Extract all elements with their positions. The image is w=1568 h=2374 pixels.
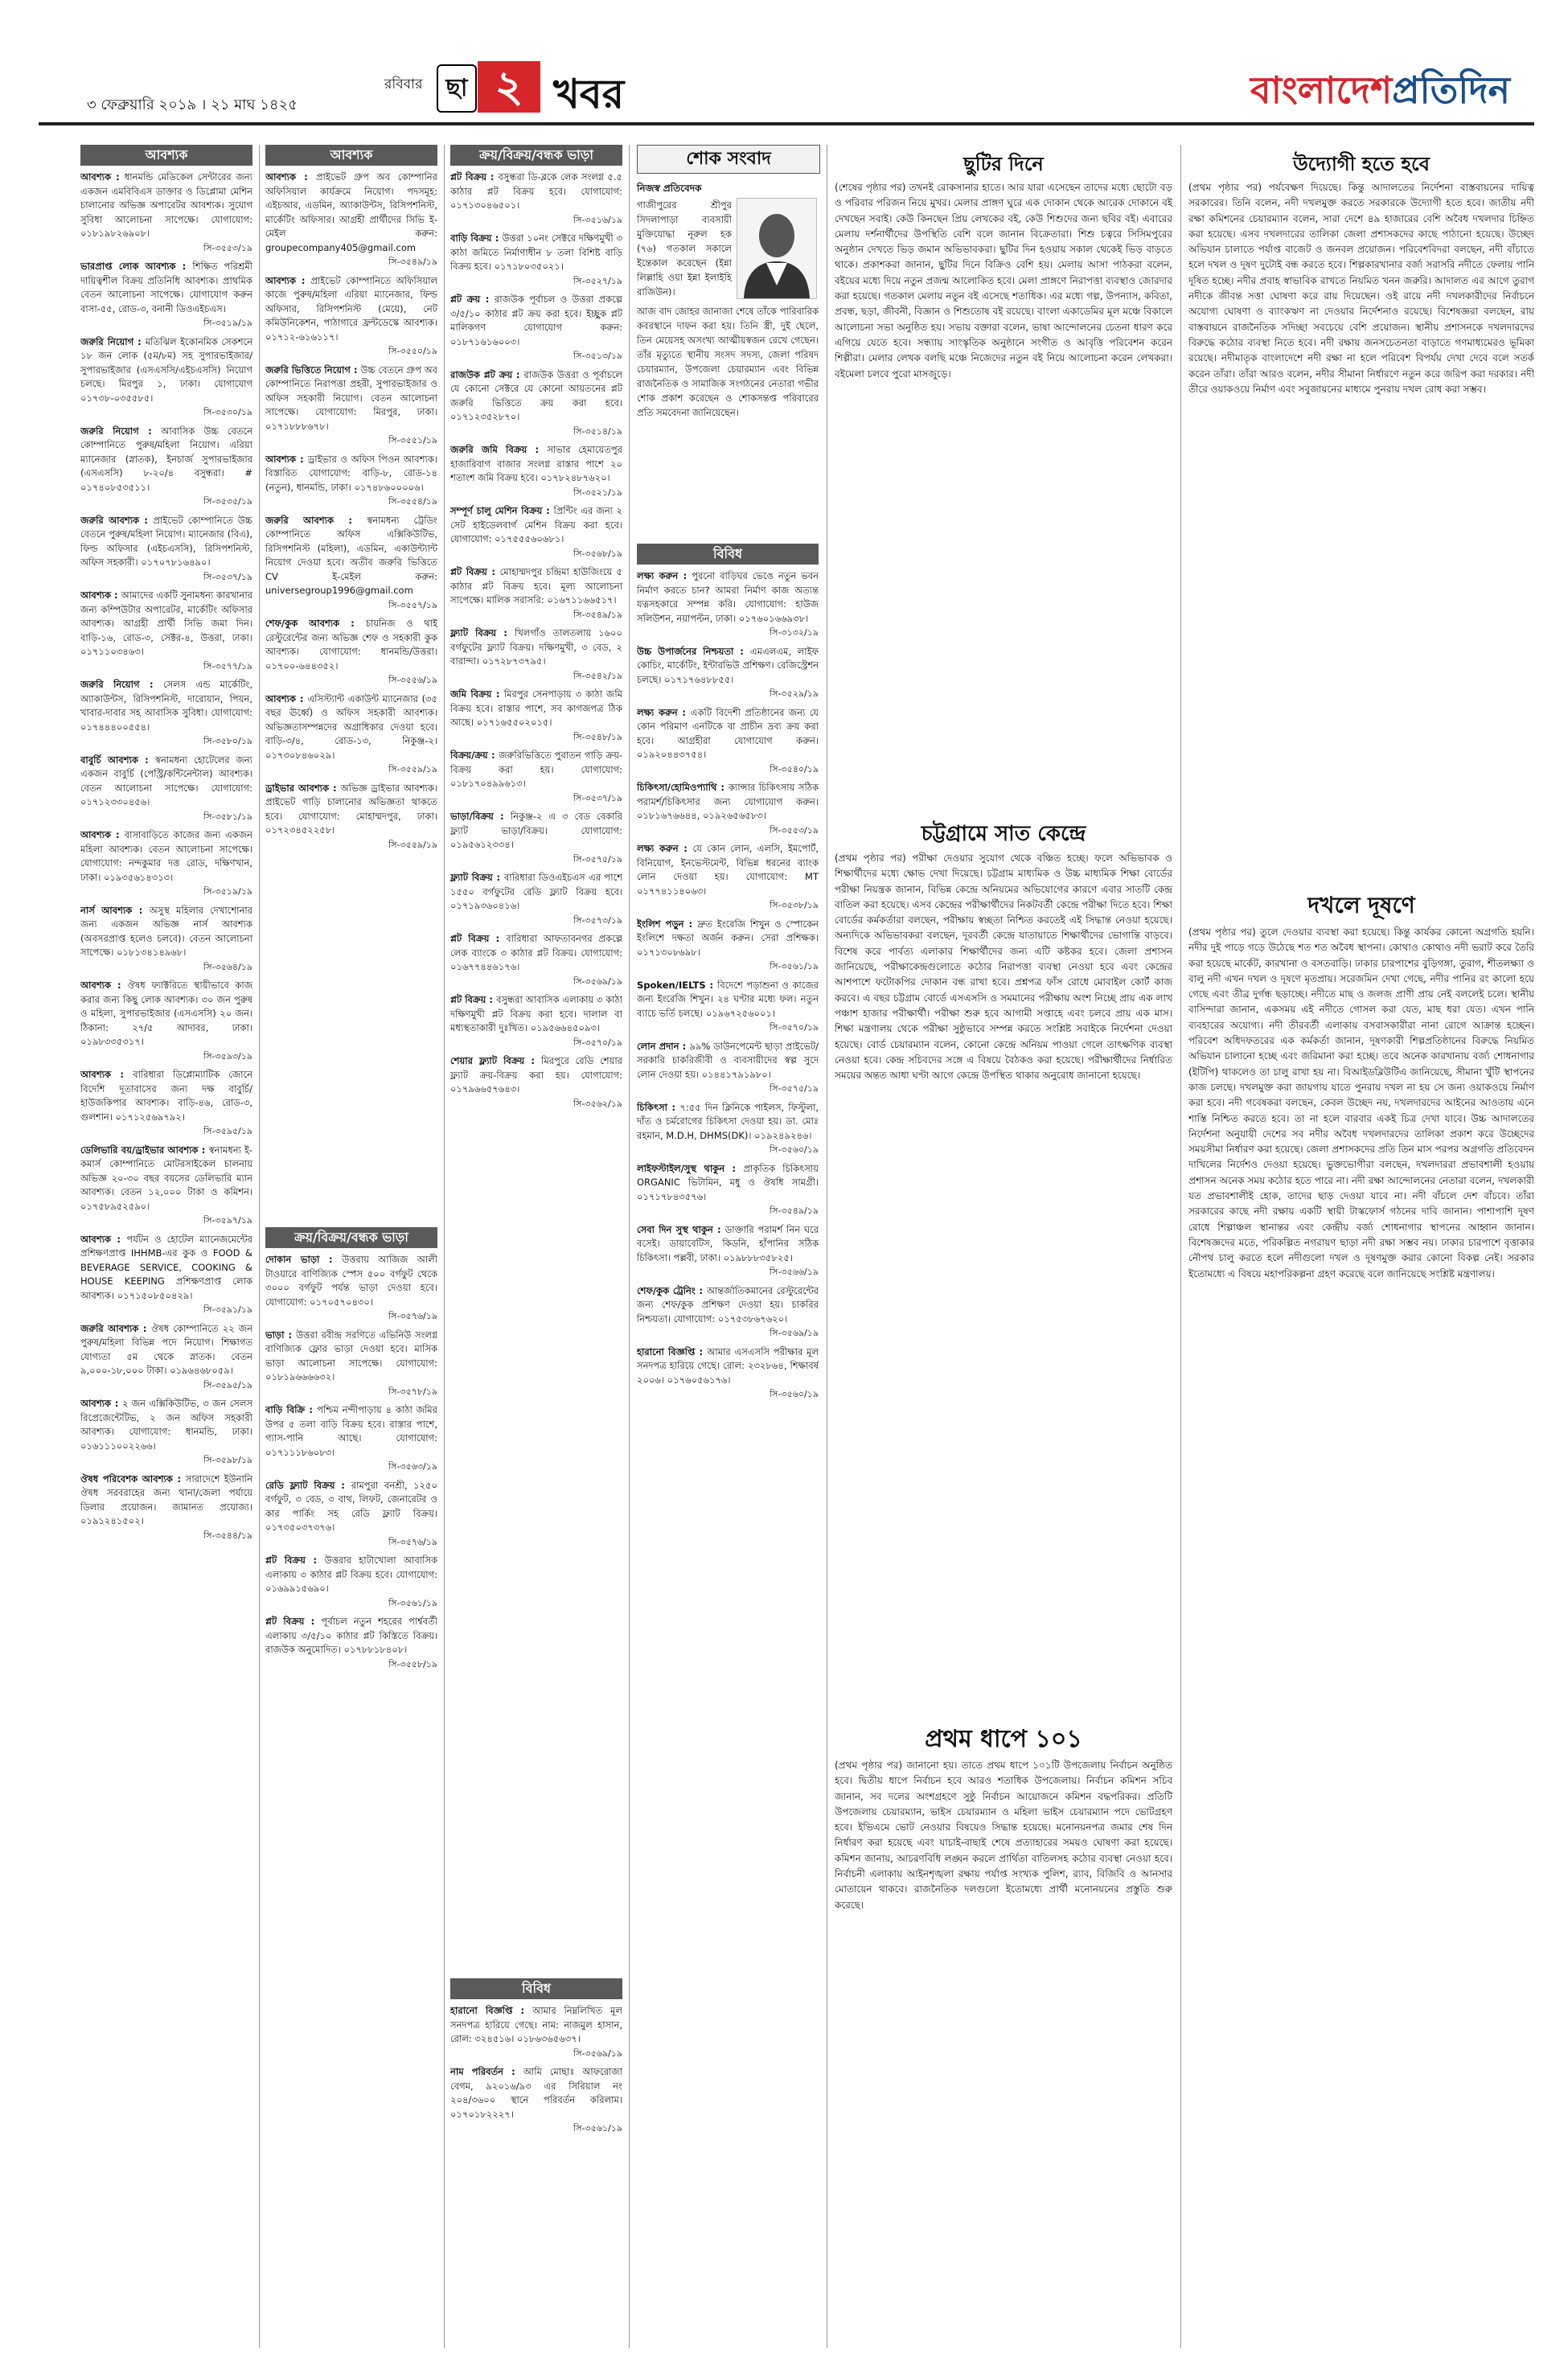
classified-ad [265,363,437,448]
classified-ad [80,170,252,255]
ad-reference: সি-৩৫৬৯/১৯ [573,975,622,987]
classified-ad [80,1233,252,1317]
ad-text: উত্তরা ১০নং সেক্টরে দক্ষিণমুখী ৩ কাঠা জমিতে নির্মাণাধীন ৮ তলা বিশিষ্ট বাড়ি বিক্রয় হবে। ০১৭১৮০৩৫০২১। [450,232,622,272]
classified-ad [265,692,437,777]
ad-text: ঔষধ ফ্যাক্টরিতে স্থায়ীভাবে কাজ করার জন্য কিছু লোক আবশ্যক। ৩০ জন পুরুষ ও মহিলা, সুপারভাইজার (এসএসসি) ২০ জন। ঠিকানা: ২৭/৫ আদাবর, ঢাকা। ০১৯৮৩৩৫৩১৭। [80,980,252,1047]
ad-text: আমার এসএসসি পরীক্ষার মূল সনদপত্র হারিয়ে গেছে। রোল: ২৩২৮৬৪, শিক্ষাবর্ষ ২০০৬। ০১৭৬০৫৬১৭৬। [637,1345,819,1386]
ad-reference: সি-৩৫৭৩/১৯ [573,914,622,926]
classified-ad [80,1322,252,1393]
entrepreneur-body: (প্রথম পৃষ্ঠার পর) পর্যবেক্ষণ দিয়েছে। কিন্তু আদালতের নির্দেশনা বাস্তবায়নের দায়িত্ব সরকারের। তিনি বলেন, নদী দখলমুক্ত করতে সরকারকে উদ্যোগী হতে হবে। জাতীয় নদী রক্ষা কমিশনের চেয়ারম্যান বলেন, সারা দেশে ৪৯ হাজারের বেশি অবৈধ দখলদার চিহ্নিত করা হয়েছে। এসব দখলদারের তালিকা জেলা প্রশাসকদের কাছে পাঠানো হয়েছে। উচ্ছেদ অভিযান চালাতে পর্যাপ্ত বাজেট ও জনবল প্রয়োজন। পরিবেশবিদরা বলছেন, নদী বাঁচাতে হলে দখল ও দূষণ দুটোই বন্ধ করতে হবে। শিল্পকারখানার বর্জ্য সরাসরি নদীতে ফেলায় পানি দূষিত হচ্ছে। নদীর প্রবাহ স্বাভাবিক রাখতে নিয়মিত খনন জরুরি। আদালত এর আগে তুরাগ নদীকে জীবন্ত সত্তা ঘোষণা করে রায় দিয়েছেন। ওই রায়ে নদী দখলকারীদের নির্বাচনে অযোগ্য ঘোষণা ও ব্যাংকঋণ না দেওয়ার নির্দেশনাও রয়েছে। বিশেষজ্ঞরা বলছেন, রায় বাস্তবায়নে রাজনৈতিক সদিচ্ছা সবচেয়ে বেশি প্রয়োজন। স্থানীয় প্রশাসনকে দখলদারদের বিরুদ্ধে কঠোর ব্যবস্থা নিতে হবে। নদী রক্ষায় জনসচেতনতা বাড়াতে গণমাধ্যমেরও ভূমিকা রয়েছে। নদীমাতৃক বাংলাদেশে নদী রক্ষা না হলে পরিবেশ বিপর্যয় দেখা দেবে বলে সতর্ক করেন তাঁরা। তাঁরা আরও বলেন, নদীর সীমানা নির্ধারণে নতুন করে জরিপ করা দরকার। নদী তীরে ওয়াকওয়ে নির্মাণ এবং সবুজায়নের মাধ্যমে পুনরায় দখল রোধ করা সম্ভব। [1188,182,1534,395]
ad-reference: সি-৩৫৪৪/১৯ [203,1530,252,1541]
ad-reference: সি-৩৫৬৯/১৯ [770,1328,819,1338]
ad-heading: আবশ্যক : [265,171,316,183]
classified-ad [450,2065,622,2136]
classified-ad [450,626,622,683]
classified-ad [450,932,622,988]
ad-reference: সি-৩৫৬০/১৯ [770,1144,819,1155]
ad-text: রাজউক উত্তরা ও পূর্বাচলে যে কোনো সেক্টরে যে কোনো আয়তনের প্লট জরুরি ভিত্তিতে ক্রয় করা হবে। ০১৭১২৩৫২৮৭০। [450,368,622,422]
ad-text: পুরনো বাড়িঘর ভেঙে নতুন ভবন নির্মাণ করতে চান? আমরা নির্মাণ কাজ অত্যন্ত যত্নসহকারে সম্পন্ন করি। যোগাযোগ: হাউজ সলিউশন, নয়াপল্টন, ঢাকা। ০১৭৬০১৬৬৯৩৮। [637,570,819,624]
ad-text: উত্তরার হাটাখোলা আবাসিক এলাকায় ৩ কাঠার প্লট বিক্রয় হবে। যোগাযোগ: ০১৬৯৯১৫৬৯০। [265,1555,437,1594]
classified-ad [450,443,622,499]
ad-heading: চিকিৎসা : [637,1101,680,1113]
ad-text: শিক্ষিত পরিশ্রমী দায়িত্বশীল বিক্রয় প্রতিনিধি আবশ্যক। প্রাথমিক বেতন আলোচনা সাপেক্ষে। যোগাযোগ করুন বাসা-৫৫, রোড-৩, বনানী ডিওএইচএস। [80,261,252,314]
ad-reference: সি-৩৫৯৫/১৯ [203,1379,252,1390]
classified-ad [80,514,252,585]
masthead-logo [1250,63,1510,124]
ad-heading: আবশ্যক : [80,829,125,840]
ad-heading: রেডি ফ্ল্যাট বিক্রয় : [265,1479,351,1491]
classified-ad [450,368,622,439]
classified-ad [265,514,437,613]
ad-text: বসুন্ধরা আবাসিক এলাকায় ৩ কাঠা দক্ষিণমুখী প্লট বিক্রয় করা হবে। দালাল বা মধ্যস্থতাকারী দুঃখিত। ০১৯৫৬৬৪৫০৯৩। [450,994,622,1033]
classified-ad [450,810,622,866]
condolence-photo [737,198,817,299]
ad-heading: লাইফস্টাইল/সুস্থ থাকুন : [637,1162,744,1174]
ad-heading: জরুরি আবশ্যক : [80,1322,151,1334]
ad-text: প্রাইভেট গ্রুপ অব কোম্পানির অফিসিয়াল কার্যক্রমে নিয়োগ। পদসমূহ: এইচআর, এডমিন, অ্যাকাউন্টস, রিসিপশনিস্ট, মার্কেটিং অফিসার। আগ্রহী প্রার্থীদের সিভি ই-মেইল করুন: groupecompany405@gmail.com [265,171,437,253]
ad-text: উচ্চ বেতনে গ্রুপ অব কোম্পানিতে নিরাপত্তা প্রহরী, সুপারভাইজার ও অফিস সহকারী নিয়োগ। বেতন আলোচনা সাপেক্ষে। যোগাযোগ: মিরপুর, ঢাকা। ০১৭১৮৮৮৬৭৮। [265,363,437,432]
ad-text: খিলগাঁও তালতলায় ১৬০০ বর্গফুটের ফ্ল্যাট বিক্রয়। দক্ষিণমুখী, ৩ বেড, ২ বারান্দা। ০১৭২৮৭৩৭৯৫। [450,627,622,667]
classified-ad [450,565,622,622]
section-title: খবর [553,71,625,117]
pollution-headline: দখলে দূষণে [1307,892,1415,918]
ad-reference: সি-৩৫৫৭/১৯ [388,599,437,610]
ad-heading: ফ্ল্যাট বিক্রয় : [450,872,504,883]
classified-ad [265,1403,437,1474]
ad-heading: ভাড়া/বিক্রয় : [450,811,511,822]
ad-heading: বাড়ি বিক্রি : [265,1404,318,1415]
newspaper-page [39,32,1534,2348]
ad-text: আমাদের একটি সুনামধন্য কারখানার জন্য কম্পিউটার অপারেটর, মার্কেটিং অফিসার আবশ্যক। আগ্রহী প্রার্থী সিভি জমা দিন। বাড়ি-১৬, রোড-৩, সেক্টর-৪, উত্তরা, ঢাকা। ০১৭১১০৩৪৬৩। [80,589,252,657]
ad-heading: প্লট বিক্রয় : [450,994,497,1005]
phase-body: (প্রথম পৃষ্ঠার পর) জানানো হয়। তাতে প্রথম ধাপে ১০১টি উপজেলায় নির্বাচন অনুষ্ঠিত হবে। দ্বিতীয় ধাপে নির্বাচন হবে আরও শতাধিক উপজেলায়। নির্বাচন কমিশন সচিব জানান, সব দলের অংশগ্রহণে সুষ্ঠু নির্বাচন আয়োজনে কমিশন বদ্ধপরিকর। প্রতিটি উপজেলায় চেয়ারম্যান, ভাইস চেয়ারম্যান ও মহিলা ভাইস চেয়ারম্যান পদে ভোটগ্রহণ হবে। ইভিএমে ভোট নেওয়ার বিষয়েও সিদ্ধান্ত হয়েছে। মনোনয়নপত্র জমার শেষ দিন নির্ধারণ করা হয়েছে এবং যাচাই-বাছাই শেষে প্রত্যাহারের সময়ও ঘোষণা করা হয়েছে। কমিশন জানায়, আচরণবিধি লঙ্ঘন করলে প্রার্থিতা বাতিলসহ কঠোর ব্যবস্থা নেওয়া হবে। নির্বাচনী এলাকায় আইনশৃঙ্খলা রক্ষায় পর্যাপ্ত সংখ্যক পুলিশ, র‌্যাব, বিজিবি ও আনসার মোতায়েন থাকবে। রাজনৈতিক দলগুলো ইতোমধ্যে প্রার্থী মনোনয়নের প্রস্তুতি শুরু করেছে। [835,1760,1172,1911]
condolence-reporter: নিজস্ব প্রতিবেদক [637,183,702,194]
classified-ad [637,781,819,837]
ad-heading: শেফ/কুক ট্রেনিং : [637,1284,707,1296]
ad-text: এমএলএম, লাইফ কোচিং, মার্কেটিং, ইন্টারভিউ প্রশিক্ষণ। রেজিস্ট্রেশন চলছে। ০১৭১৭৬৪৮৮৫৫। [637,645,819,685]
classified-ad [450,232,622,288]
ad-heading: জরুরি আবশ্যক : [80,514,154,526]
ad-heading: আবশ্যক : [80,1398,122,1409]
ad-text: বারিধারা আফতাবনগর প্রকল্পে লেক ব্যাংকে ৩ কাঠার প্লট বিক্রয়। যোগাযোগ: ০১৬৭৭৪৪৬১৭৬। [450,933,622,972]
ad-heading: ইংলিশ পড়ুন : [637,918,698,930]
ad-reference: সি-৩৫৪২/১৯ [573,670,622,681]
ad-text: মিরপুরে রেডি শেয়ার ফ্ল্যাট ক্রয়-বিক্রয় করা হয়। যোগাযোগ: ০১৭৯৬৬৫৭৬৪৩। [450,1055,622,1095]
ad-text: সাভার হেমায়েতপুর হাজারিবাগ বাজার সংলগ্ন রাস্তার পাশে ২০ শতাংশ জমি বিক্রয় হবে। ০১৭৮২৪৮৭৬২০। [450,444,622,483]
classified-ad [637,706,819,777]
ad-text: আমার নিম্নলিখিত মূল সনদপত্র হারিয়ে গেছে। নাম: নাজমুল হাসান, রোল: ৩২৪৫১৬। ০১৮৬৩৬৫৬৩৭। [450,2005,622,2044]
ad-reference: সি-৩৫৯১/১৯ [203,1304,252,1315]
ad-heading: ঔষধ পরিবেশক আবশ্যক : [80,1472,186,1485]
ad-reference: সি-৩৫৬৯/১৯ [573,2047,622,2059]
ad-heading: চিকিৎসা/হোমিওপ্যাথি : [637,782,729,793]
classified-ad [637,918,819,974]
ad-heading: প্লট বিক্রয় : [450,933,507,944]
classified-ad [80,589,252,673]
classified-ad [80,425,252,509]
ad-reference: সি-৩৫৫৯/১৯ [388,839,437,850]
classified-ad [80,678,252,749]
column-divider [629,145,630,2348]
ad-heading: লক্ষ্য করুন : [637,843,693,854]
masthead-part1: বাংলাদেশ [1250,68,1393,112]
condolence-body: আজ বাদ জোহর জানাজা শেষে তাঁকে পারিবারিক কবরস্থানে দাফন করা হয়। তিনি স্ত্রী, দুই ছেলে, তিন মেয়েসহ অসংখ্য আত্মীয়স্বজন রেখে গেছেন। তাঁর মৃত্যুতে স্থানীয় সংসদ সদস্য, জেলা পরিষদ চেয়ারম্যান, উপজেলা চেয়ারম্যান এবং বিভিন্ন রাজনৈতিক ও সামাজিক সংগঠনের নেতারা গভীর শোক প্রকাশ করেছেন ও শোকসন্তপ্ত পরিবারের প্রতি সমবেদনা জানিয়েছেন। [637,306,819,418]
ad-text: ড্রাইভার ও অফিস পিওন আবশ্যক। বিস্তারিত যোগাযোগ: বাড়ি-৮, রোড-১৪ (নতুন), ধানমন্ডি, ঢাকা। ০১৭৪৮৬০০০০৬। [265,453,437,493]
ad-heading: হারানো বিজ্ঞপ্তি : [450,2005,533,2016]
ad-heading: রাজউক প্লট ক্রয় : [450,368,524,380]
ad-text: বারিধারা ডিপ্লোম্যাটিক জোনে বিদেশি দূতাবাসের জন্য দক্ষ বাবুর্চি/হাউজকিপার আবশ্যক। বাড়ি-৪৬, রোড-৩, গুলশান। ০১৭১২৫৬৯৭৯২। [80,1069,252,1123]
ad-heading: উচ্চ উপার্জনের নিশ্চয়তা : [637,645,750,657]
classified-ad [265,1615,437,1671]
entrepreneur-headline: উদ্যোগী হতে হবে [1292,153,1430,175]
ad-reference: সি-৩৫৭০/১৯ [573,1037,622,1048]
ad-reference: সি-৩৫৫৬/১৯ [388,675,437,685]
ad-heading: ভারপ্রাপ্ত লোক আবশ্যক : [80,261,193,272]
ad-reference: সি-৩৫৪০/১৯ [770,763,819,774]
ad-reference: সি-৩৫৯৩/১৯ [203,1050,252,1062]
ad-text: প্রাইভেট কোম্পানিতে অফিসিয়াল কাজে পুরুষ/মহিলা এরিয়া ম্যানেজার, ফিল্ড অফিসার, রিসিপশনিস্ট (মেয়ে), নেট কমিউনিকেশন, পাঠাগারে ফ্রন্টডেস্কে আবশ্যক। ০১৭১২-৬১৬১১৭। [265,274,437,343]
ad-text: ৯৯% ডাউনপেমেন্ট ছাড়া প্রাইভেট/সরকারি চাকরিজীবী ও ব্যবসায়ীদের স্বল্প সুদে লোন দেওয়া হয়। ০১৪৪১৭৯১৯৮০। [637,1040,819,1080]
ad-text: রাজউক পূর্বাচল ও উত্তরা প্রকল্পে ৩/৫/১০ কাঠার প্লট ক্রয় করা হবে। ইচ্ছুক প্লট মালিকগণ যোগাযোগ করুন: ০১৮৭১৬১৬০০৩। [450,294,622,347]
ad-heading: সম্পূর্ণ চালু মেশিন বিক্রয় : [450,505,554,516]
classified-header-col1: আবশ্যক [80,145,252,166]
ad-text: বিদেশে পড়াশুনা ও কাজের জন্য ইংরেজি শিখুন। ২৪ ঘণ্টার মধ্যে ফল। নতুন ব্যাচে ভর্তি চলছে। ০১৯৬৭২৫৬০০১। [637,979,819,1019]
classified-ad [637,645,819,701]
ad-text: ৭:৫৫ দিন ক্লিনিকে পাইলস, ফিস্টুলা, দাঁত ও চর্মরোগের চিকিৎসা দেওয়া হয়। ডা. মোঃ রহমান, M.D.H, DHMS(DK)। ০১৯২৪৯২৪৬। [637,1101,819,1141]
classified-ad [80,979,252,1063]
classified-column-3 [450,170,622,1972]
ad-reference: সি-৩৫৪৯/১৯ [388,257,437,267]
classified-header-col2b: ক্রয়/বিক্রয়/বন্ধক ভাড়া [265,1227,437,1248]
page-header [39,32,1534,127]
ad-text: নিকুঞ্জ-২ এ ৩ বেড বেকারি ফ্ল্যাট ভাড়া/বিক্রয়। যোগাযোগ: ০১৯৫৬১২৩৩৪। [450,811,622,850]
condolence-title: শোক সংবাদ [637,145,820,174]
ad-reference: সি-৩৫৫৯/১৯ [388,764,437,774]
ad-heading: আবশ্যক : [80,1069,133,1080]
classified-ad [637,1284,819,1341]
ad-reference: সি-৩৫৯৭/১৯ [203,1215,252,1226]
ad-heading: বাড়ি বিক্রয় : [450,232,503,244]
ad-reference: সি-৩৫৫৩/১৯ [770,824,819,836]
ad-reference: সি-৩৫৭৬/১৯ [388,1536,437,1547]
classified-header-col3b: বিবিধ [450,1978,622,1999]
ad-reference: সি-৩৫৩৭/১৯ [203,571,252,582]
ad-text: মিরপুর সেনপাড়ায় ৩ কাঠা জমি বিক্রয় হবে। রাস্তার পাশে, সব কাগজপত্র ঠিক আছে। ০১৭১৬৫৫০২০১৫। [450,688,622,728]
chapter-mark: ছা [437,64,477,113]
ad-heading: নার্স আবশ্যক : [80,904,150,916]
classified-ad [265,1479,437,1550]
ad-text: দ্রুত ইংরেজি শিখুন ও স্পোকেন ইংলিশে দক্ষতা অর্জন করুন। সেরা প্রশিক্ষক। ০১৭১৩০৮৬৯৮। [637,918,819,958]
ad-heading: ড্রাইভার আবশ্যক : [265,782,341,794]
ad-reference: সি-৩৫৬৮/১৯ [573,548,622,559]
ad-reference: সি-৩১৩২/১৯ [770,627,819,638]
classified-ad [80,904,252,975]
ad-reference: সি-৩৫৪৮/১৯ [573,731,622,742]
ad-reference: সি-৩৫৩৫/১৯ [203,496,252,507]
masthead-part2: প্রতিদিন [1392,68,1510,112]
column-divider [259,145,260,2348]
ad-text: এসিস্ট্যান্ট একাউন্ট ম্যানেজার (৩৫ বছর ঊর্ধ্বে) ও অফিস সহকারী আবশ্যক। অভিজ্ঞতাসম্পন্নদের অগ্রাধিকার দেওয়া হবে। বাড়ি-৩/৪, রোড-১৩, নিকুঞ্জ-২। ০১৭৩০৮৪৬০২৯। [265,692,437,761]
ad-heading: প্লট ক্রয় : [450,294,495,305]
ad-text: পর্যটন ও হোটেল ম্যানেজমেন্টের প্রশিক্ষণপ্রাপ্ত IHHMB-এর কুক ও FOOD & BEVERAGE SERVICE, COOKING & HOUSE KEEPING প্রশিক্ষণপ্রাপ্ত লোক আবশ্যক। ০১৭১৫০৮৫০৪২৯। [80,1233,252,1301]
ad-reference: সি-৩৫৬২/১৯ [573,1098,622,1109]
ad-reference: সি-৩৫৫৮/১৯ [388,1658,437,1670]
ad-reference: সি-৩৫৪৯/১৯ [770,1205,819,1216]
ad-text: প্রিন্টিং এর জন্য ২ সেট হাইডেলবার্গ মেশিন বিক্রয় করা হবে। যোগাযোগ: ০১৭৫৫৫৬০৬৮১। [450,505,622,544]
ad-reference: সি-৩৫৩০/১৯ [203,407,252,417]
ctg-body: (প্রথম পৃষ্ঠার পর) পরীক্ষা দেওয়ার সুযোগ থেকে বঞ্চিত হচ্ছে। ফলে অভিভাবক ও শিক্ষার্থীদের মধ্যে ক্ষোভ দেখা দিয়েছে। চট্টগ্রাম মাধ্যমিক ও উচ্চ মাধ্যমিক শিক্ষা বোর্ডের পরীক্ষা নিয়ন্ত্রক জানান, বিভিন্ন কেন্দ্রে অনিয়মের অভিযোগের কারণে এবার সাতটি কেন্দ্র বাতিল করা হয়েছে। এসব কেন্দ্রের পরীক্ষার্থীদের নিকটবর্তী কেন্দ্রে পরীক্ষা দিতে হবে। শিক্ষা বোর্ডের কর্মকর্তারা বলছেন, পরীক্ষায় স্বচ্ছতা নিশ্চিত করতেই এই সিদ্ধান্ত নেওয়া হয়েছে। অন্যদিকে অভিভাবকরা বলছেন, দূরবর্তী কেন্দ্রে যাতায়াতে শিক্ষার্থীদের ভোগান্তি বাড়বে। বিশেষ করে পার্বত্য এলাকার শিক্ষার্থীদের জন্য এটি কষ্টকর হবে। জেলা প্রশাসন জানিয়েছে, পরীক্ষাকেন্দ্রগুলোতে কঠোর নিরাপত্তা ব্যবস্থা নেওয়া হবে এবং কেন্দ্রের আশপাশে ফটোকপির দোকান বন্ধ রাখা হবে। প্রশ্নপত্র ফাঁস রোধে মোবাইল কোর্ট কাজ করবে। এ বছর চট্টগ্রাম বোর্ডে এসএসসি ও সমমানের পরীক্ষায় অংশ নিচ্ছে প্রায় এক লাখ পঞ্চাশ হাজার পরীক্ষার্থী। পরীক্ষা শুরু হবে আগামী সপ্তাহে এবং চলবে প্রায় এক মাস। শিক্ষা মন্ত্রণালয় থেকে পরীক্ষা সুষ্ঠুভাবে সম্পন্ন করতে সংশ্লিষ্ট সবাইকে নির্দেশনা দেওয়া হয়েছে। বোর্ড চেয়ারম্যান বলেন, কোনো কেন্দ্রে অনিয়ম পাওয়া গেলে তাৎক্ষণিক ব্যবস্থা নেওয়া হবে। কেন্দ্র সচিবদের সঙ্গে এ বিষয়ে বৈঠকও করা হয়েছে। পরীক্ষার্থীদের নির্ধারিত সময়ের অন্তত আধা ঘণ্টা আগে কেন্দ্রে উপস্থিত থাকার অনুরোধ জানানো হয়েছে। [835,852,1172,1082]
ad-heading: আবশ্যক : [80,171,125,183]
ad-heading: জরুরি নিয়োগ : [80,335,146,347]
ad-reference: সি-৩৫৬৬/১৯ [770,1267,819,1277]
ad-heading: জমি বিক্রয় : [450,688,504,700]
ad-heading: ভাড়া : [265,1329,297,1341]
classified-ad [450,293,622,363]
ad-text: সারাদেশে ইউনানি ঔষধ সরবরাহের জন্য থানা/জেলা পর্যায়ে ডিলার প্রয়োজন। জামানত প্রযোজ্য। ০১৯১২৪১৫০২। [80,1472,252,1526]
ad-reference: সি-৩৫৫৪/১৯ [388,496,437,507]
column-divider [1180,145,1181,2348]
ad-heading: আবশ্যক : [80,980,128,991]
ad-reference: সি-৩৫৩৮/১৯ [770,900,819,910]
ad-heading: শেয়ার ফ্ল্যাট বিক্রয় : [450,1055,542,1066]
ad-text: মতিঝিল ইকোনমিক সেকশনে ১৮ জন লোক (৫ম/৮ম) সহ সুপারভাইজার/সুপারভাইজার (এসএসসি/এইচএসসি) নিয়োগ চলছে। মিরপুর ১, ঢাকা। যোগাযোগ ০১৭৩৮-০৩৫৫৮৫। [80,335,252,404]
ad-text: স্বনামধন্য ট্রেডিং কোম্পানিতে অফিস এক্সিকিউটিভ, রিসিপশনিস্ট (মহিলা), এডমিন, একাউন্ট্যান্ট নিয়োগ দেওয়া হবে। অতীব জরুরি ভিত্তিতে CV ই-মেইল করুন: universegroup1996@gmail.com [265,514,437,596]
classified-ad [80,1144,252,1228]
classified-ad [637,842,819,913]
ad-reference: সি-৩৫৩৭/১৯ [573,792,622,803]
classified-ad [450,749,622,805]
ad-heading: হারানো বিজ্ঞপ্তি : [637,1345,708,1357]
ad-reference: সি-৩৫৫০/১৯ [388,346,437,356]
classified-column-1 [80,170,252,2342]
ad-reference: সি-৩৫২৭/১৯ [573,275,622,286]
ad-heading: Spoken/IELTS : [637,979,718,991]
ad-reference: সি-৩৫৭৮/১৯ [388,1386,437,1397]
portrait-image [737,199,816,298]
ad-heading: শেফ/কুক আবশ্যক : [265,618,366,629]
classified-ad [265,782,437,852]
ad-heading: প্লট বিক্রয় : [265,1555,325,1566]
ad-heading: দোকান ভাড়া : [265,1254,343,1265]
ad-text: পূর্বাচল নতুন শহরের পার্শ্ববর্তী এলাকায় ৩/৫/১০ কাঠার প্লট কিস্তিতে বিক্রয়। রাজউক অনুমোদিত। ০১৭৮৮১৮৪০৮। [265,1616,437,1655]
ad-reference: সি-৩৫৯৮/১৯ [203,1455,252,1465]
ad-text: ২ জন এক্সিকিউটিভ, ৩ জন সেলস রিপ্রেজেন্টেটিভ, ২ জন অফিস সহকারী আবশ্যক। যোগাযোগ: ধানমন্ডি, ঢাকা। ০১৬১১১০০২২৬৬। [80,1398,252,1452]
page-number: ২ [478,61,540,113]
ad-heading: আবশ্যক : [265,274,311,286]
classified-column-2 [265,170,437,1216]
ad-text: ঔষধ কোম্পানিতে ২২ জন পুরুষ/মহিলা বিভিন্ন পদে নিয়োগ। শিক্ষাগত যোগ্যতা ৫ম থেকে স্নাতক। বেতন ৯,০০০-১৮,০০০ টাকা। ০১৯৬৪৬৮০৫৯। [80,1322,252,1376]
classified-ad [265,1329,437,1399]
classified-ad [450,170,622,227]
ad-reference: সি-৩৫৬৪/১৯ [203,961,252,972]
ad-text: বাসাবাড়িতে কাজের জন্য একজন মহিলা আবশ্যক। বেতন আলোচনা সাপেক্ষে। যোগাযোগ: নন্দকুমার দত্ত রোড, দক্ষিণখান, ঢাকা। ০১৯৩৫৬১৪৩১৩। [80,829,252,883]
classified-ad [80,260,252,331]
ad-heading: জরুরি ভিত্তিতে নিয়োগ : [265,363,361,376]
ad-reference: সি-৩৫৬৩/১৯ [388,1461,437,1472]
ad-text: অভিজ্ঞ ড্রাইভার আবশ্যক। প্রাইভেট গাড়ি চালানোর অভিজ্ঞতা থাকতে হবে। যোগাযোগ: মোহাম্মদপুর, ঢাকা। ০১৭২৩৪৫২২৫৮। [265,782,437,836]
ad-reference: সি-৩৫৬১/১৯ [573,2123,622,2134]
ad-reference: সি-৩৫১৪/১৯ [573,425,622,437]
ad-reference: সি-৩৫৫৩/১৯ [203,242,252,253]
classified-ad [265,1253,437,1324]
classified-ad [450,993,622,1049]
ad-reference: সি-৩৫৭০/১৯ [770,1022,819,1033]
ad-heading: জরুরি আবশ্যক : [265,514,367,526]
issue-date: ৩ ফেব্রুয়ারি ২০১৯ । ২১ মাঘ ১৪২৫ [87,97,298,113]
ad-heading: আবশ্যক : [80,1233,127,1245]
classified-ad [637,979,819,1035]
ad-heading: আবশ্যক : [265,453,308,465]
classified-header-col2: আবশ্যক [265,145,437,166]
classified-ad [637,1040,819,1096]
ad-text: উত্তরায় আজিজ আলী টাওয়ারে বাণিজ্যিক স্পেস ৫০০ বর্গফুট থেকে ৩০০০ বর্গফুট পর্যন্ত ভাড়া দেওয়া হবে। যোগাযোগ: ০১৭০৫৭০৪৩০। [265,1254,437,1308]
ad-text: সেলস এন্ড মার্কেটিং, অ্যাকাউন্টস, রিসিপশনিস্ট, দারোয়ান, পিয়ন, খাবার-দাবার সহ আবাসিক সুবিধা। যোগাযোগ: ০১৭৪৪৪০০৫৫৪। [80,679,252,733]
classified-header-col3: ক্রয়/বিক্রয়/বন্ধক ভাড়া [450,145,622,166]
ad-heading: আবশ্যক : [265,692,308,704]
ad-heading: ডেলিভারি বয়/ড্রাইভার আবশ্যক : [80,1144,209,1156]
ad-reference: সি-৩৫৫১/১৯ [388,435,437,446]
ad-text: একটি বিদেশী প্রতিষ্ঠানের জন্য যে কোন পরিমাণ এনটিকে বা প্রাচীন দ্রব্য ক্রয় করা হবে। আগ্রহীরা যোগাযোগ করুন। ০১৯২০৪৪৩৭৫৪। [637,706,819,760]
ad-text: প্রাইভেট কোম্পানিতে উচ্চ বেতনে পুরুষ/মহিলা নিয়োগ। ম্যানেজার (বিএ), ফিল্ড অফিসার (এইচএসসি), রিসিপশনিস্ট, অফিস সহকারী। ০১৭০৭৮১৬৪৯০। [80,514,252,568]
column-divider [444,145,445,2348]
ad-reference: সি-৩৫৬১/১৯ [770,961,819,971]
ad-reference: সি-৩৫৯৫/১৯ [203,1126,252,1136]
ad-text: আন্তর্জাতিকমানের রেস্টুরেন্টের জন্য শেফ/কুক প্রশিক্ষণ দেওয়া হয়। চাকরির নিশ্চয়তা। যোগাযোগ: ০১৭৫৩৮৬৭৬২০। [637,1284,819,1325]
ad-reference: সি-৩৫৪৯/১৯ [573,609,622,620]
classified-ad [80,1397,252,1468]
classified-ad [637,1223,819,1279]
holiday-headline: ছুটির দিনে [963,153,1044,175]
ad-reference: সি-৩৫৭৫/১৯ [770,1083,819,1094]
ad-heading: লক্ষ্য করুন : [637,706,691,718]
classified-ad [265,1554,437,1610]
ad-text: আমি মোছাঃ আফরোজা বেগম, ৯২০১৬/৯৩ এর সিরিয়াল নং ২০৪/৩৬০০ স্থানে পরিবর্তন করিলাম। ০১৭০১৮২২২৭। [450,2066,622,2120]
ad-heading: লক্ষ্য করুন : [637,570,692,581]
classified-ad [265,453,437,509]
classified-ad [450,1054,622,1111]
classified-ad [80,828,252,899]
ad-text: প্রাকৃতিক চিকিৎসায় ORGANIC ভিটামিন, মধু ও ঔষধি সামগ্রী। ০১৭১৭৮৪৩৫৭৬। [637,1162,819,1202]
ad-heading: প্লট বিক্রয় : [265,1616,322,1627]
classified-ad [637,1101,819,1157]
ad-reference: সি-৩৫৮১/১৯ [203,811,252,822]
classified-ad [637,1345,819,1402]
ad-heading: জরুরি জমি বিক্রয় : [450,444,548,455]
ad-reference: সি-৩৫১৬/১৯ [573,214,622,225]
ad-text: বারিধারা ডিওএইচএস এর পাশে ১৫৫০ বর্গফুটের রেডি ফ্ল্যাট বিক্রয় হবে। ০১৭১৯৩৬০৪১৬। [450,872,622,911]
classified-ad [450,688,622,744]
ad-text: রামপুরা বনশ্রী, ১২৫০ বর্গফুট, ৩ বেড, ৩ বাথ, লিফট, জেনারেটর ও কার পার্কিং সহ রেডি ফ্ল্যাট বিক্রয়। ০১৭৩৫০৩৭৩৭৬। [265,1479,437,1533]
ad-text: স্বনামধন্য ই-কমার্স কোম্পানিতে মোটরসাইকেল চালনায় অভিজ্ঞ ২০-৩০ বছর বয়সের ডেলিভারি ম্যান আবশ্যক। বেতন ১২,০০০ টাকা ও কমিশন। ০১৭৫৮৯৫২৫৯০। [80,1144,252,1212]
ad-text: স্বনামধন্য হোটেলের জন্য একজন বাবুর্চি (পেস্ট্রি/কন্টিনেন্টাল) আবশ্যক। বেতন আলোচনা সাপেক্ষে। যোগাযোগ: ০১৭১২৩৩০৪৫৬। [80,754,252,807]
issue-day: রবিবার [384,76,423,92]
ad-reference: সি-৩৫১৯/১৯ [203,318,252,328]
ad-reference: সি-৩৫২১/১৯ [573,487,622,498]
condolence-lead: গাজীপুরের শ্রীপুর সিদলাপাড়া ব্যবসায়ী মুক্তিযোদ্ধা নূরুল হক (৭৬) গতকাল সকালে ইন্তেকাল করেছেন (ইন্না লিল্লাহি ওয়া ইন্না ইলাইহি রাজিউন)। [637,199,732,298]
ad-reference: সি-৩৫৭৬/১৯ [388,1311,437,1321]
classified-ad [637,569,819,640]
ad-heading: বাবুর্চি আবশ্যক : [80,754,156,766]
ad-text: ক্যান্সার চিকিৎসায় সঠিক পরামর্শ/চিকিৎসার জন্য যোগাযোগ করুন। ০১৮১৬৭৬৬৪৪, ০১৯২৬৫৬৫৮৩। [637,782,819,821]
classified-ad [637,1162,819,1218]
ad-heading: প্লট বিক্রয় : [450,171,499,183]
ad-heading: লোন প্রদান : [637,1040,690,1052]
pollution-body: (প্রথম পৃষ্ঠার পর) তুলে দেওয়ার ব্যবস্থা করা হয়েছে। কিন্তু কার্যকর কোনো অগ্রগতি হয়নি। নদীর দুই পাড়ে গড়ে উঠেছে শত শত অবৈধ স্থাপনা। কোথাও কোথাও নদী ভরাট করে তৈরি করা হয়েছে মার্কেট, কারখানা ও বসতবাড়ি। ঢাকার চারপাশের বুড়িগঙ্গা, তুরাগ, শীতলক্ষ্যা ও বালু নদী এখন দখল ও দূষণে মৃতপ্রায়। সরেজমিন দেখা গেছে, নদীর পানির রং কালো হয়ে গেছে এবং তীব্র দুর্গন্ধ ছড়াচ্ছে। নদীতে মাছ ও জলজ প্রাণী প্রায় নেই বললেই চলে। স্থানীয় বাসিন্দারা জানান, একসময় এই নদীতে গোসল করা যেত, মাছ ধরা যেত। এখন পানি ব্যবহারের অযোগ্য। নদী তীরবর্তী এলাকায় বসবাসকারীরা নানা রোগে আক্রান্ত হচ্ছেন। পরিবেশ অধিদফতরের এক কর্মকর্তা জানান, দূষণকারী শিল্পপ্রতিষ্ঠানের বিরুদ্ধে নিয়মিত অভিযান চালানো হচ্ছে এবং জরিমানা করা হচ্ছে। তবে অনেক কারখানায় বর্জ্য শোধনাগার (ইটিপি) থাকলেও তা চালু রাখা হয় না। বিআইডব্লিউটিএ জানিয়েছে, সীমানা খুঁটি স্থাপনের কাজ চলছে। দখলমুক্ত করা জায়গায় যাতে পুনরায় দখল না হয় সে জন্য ওয়াকওয়ে নির্মাণ করা হবে। নদী গবেষকরা বলছেন, কেবল উচ্ছেদ নয়, দখলদারদের আইনের আওতায় এনে শাস্তি নিশ্চিত করতে হবে। তা না হলে বারবার একই চিত্র দেখা যাবে। উচ্চ আদালতের নির্দেশনা অনুযায়ী দেশের সব নদীর অবৈধ দখলদারদের তালিকা প্রকাশ করে উচ্ছেদের সময়সীমা নির্ধারণ করা হয়েছে। জেলা প্রশাসকদের প্রতি তিন মাস পরপর অগ্রগতি প্রতিবেদন দাখিলের নির্দেশও দেওয়া হয়েছে। ভুক্তভোগীরা বলছেন, দখলদাররা প্রভাবশালী হওয়ায় প্রশাসন অনেক সময় কঠোর হতে পারে না। নদী রক্ষা আন্দোলনের নেতারা বলেন, দখলকারী যত প্রভাবশালীই হোক, তাদের ছাড় দেওয়া যাবে না। নদী বাঁচলে দেশ বাঁচবে। তাঁরা সরকারের কাছে নদী রক্ষায় একটি স্থায়ী টাস্কফোর্স গঠনের দাবি জানান। পাশাপাশি দূষণ রোধে শিল্পাঞ্চল স্থানান্তর এবং কেন্দ্রীয় বর্জ্য শোধনাগার স্থাপনের আহ্বান জানান। বিশেষজ্ঞদের মতে, পরিকল্পিত নগরায়ণ ছাড়া নদী রক্ষা সম্ভব নয়। ঢাকার চারপাশে বৃত্তাকার নৌপথ চালু করতে হলে নদীগুলো দখল ও দূষণমুক্ত করার কোনো বিকল্প নেই। সরকার ইতোমধ্যে এ বিষয়ে মহাপরিকল্পনা গ্রহণ করেছে বলে জানিয়েছে সংশ্লিষ্ট মন্ত্রণালয়। [1188,926,1534,1279]
ad-reference: সি-৩৫৮০/১৯ [203,736,252,746]
classified-ad [450,871,622,927]
header-rule [39,122,1534,125]
phase-headline: প্রথম ধাপে ১০১ [925,1725,1082,1753]
classified-ad [450,504,622,561]
classified-ad [265,274,437,359]
ad-reference: সি-৩৫৭৭/১৯ [203,660,252,672]
classified-ad [80,754,252,824]
ad-reference: সি-৩৫১৯/১৯ [203,886,252,897]
ad-text: অসুস্থ মহিলার দেখাশোনার জন্য একজন অভিজ্ঞ নার্স আবশ্যক (অবসরপ্রাপ্ত হলেও চলবে)। বেতন আলোচনা সাপেক্ষে। ০১৮১৩৪১৪৯৬৮। [80,904,252,958]
ctg-headline: চট্টগ্রামে সাত কেন্দ্রে [921,822,1086,846]
ad-text: চায়নিজ ও থাই রেস্টুরেন্টের জন্য অভিজ্ঞ শেফ ও সহকারী কুক আবশ্যক। যোগাযোগ: ধানমন্ডি/উত্তরা। ০১৭০০-৬৪৪৩৫২। [265,618,437,672]
ad-reference: সি-৩৫৭৫/১৯ [573,853,622,865]
ad-heading: আবশ্যক : [80,589,121,601]
classified-ad [80,335,252,420]
classified-ad [80,1472,252,1543]
holiday-body: (শেষের পৃষ্ঠার পর) তখনই রোকসানার হাতে। আর যারা এসেছেন তাদের মধ্যে ছোটো বড় ও পরিবার পরিজন নিয়ে মুখর। মেলার প্রাঙ্গণ ঘুরে এক দোকান থেকে আরেক দোকানে বই দেখছেন সবাই। কেউ কিনছেন প্রিয় লেখকের বই, কেউ শিশুদের জন্য ছবির বই। এবারের মেলায় দর্শনার্থীদের উপস্থিতি বেশি বলে জানান বিক্রেতারা। শিশু চত্বরে সিসিমপুরের অনুষ্ঠান দেখতে ভিড় জমান অভিভাবকরা। ছুটির দিন হওয়ায় সকাল থেকেই ভিড় বাড়তে থাকে। প্রকাশকরা জানান, ছুটির দিনে বিক্রিও বেশি হয়। মেলায় আসা পাঠকরা বলেন, বইয়ের মধ্যে দিয়ে নতুন প্রজন্ম আলোকিত হবে। মেলা প্রাঙ্গণে নিরাপত্তা ব্যবস্থাও জোরদার করা হয়েছে। গতকাল মেলায় নতুন বই এসেছে শতাধিক। এর মধ্যে গল্প, উপন্যাস, কবিতা, প্রবন্ধ, ছড়া, জীবনী, বিজ্ঞান ও শিশুতোষ বই রয়েছে। বাংলা একাডেমির মূল মঞ্চে বিকালে আলোচনা সভা অনুষ্ঠিত হয়। সভায় বক্তারা বলেন, ভাষা আন্দোলনের চেতনা ধারণ করে এগিয়ে যেতে হবে। সন্ধ্যায় সাংস্কৃতিক অনুষ্ঠানে সংগীত ও আবৃত্তি পরিবেশন করেন শিল্পীরা। মেলার লেখক বলছি মঞ্চে নিজেদের নতুন বই নিয়ে আলোচনা করেন লেখকরা। বইমেলা চলবে পুরো মাসজুড়ে। [835,182,1172,380]
ad-heading: বিক্রয়/ক্রয় : [450,750,499,761]
classified-ad [80,1068,252,1139]
ad-heading: নাম পরিবর্তন : [450,2066,523,2077]
ad-text: ডাক্তারি পরামর্শ নিন ঘরে বসেই। ডায়াবেটিস, কিডনি, হাঁপানির সঠিক চিকিৎসা। পল্লবী, ঢাকা। ০১৯৮৮৮৩৫৮২৫। [637,1223,819,1263]
ad-text: মোহাম্মদপুর চন্দ্রিমা হাউজিংয়ে ৫ কাঠার প্লট বিক্রয় হবে। মূল্য আলোচনা সাপেক্ষে। মালিক সরাসরি: ০১৬৭১১৬৬৫১৭। [450,566,622,606]
classified-column-3b [450,2004,622,2348]
ad-reference: সি-৩৫৬০/১৯ [770,1389,819,1399]
ad-heading: ফ্ল্যাট বিক্রয় : [450,627,515,639]
ad-heading: সেবা দিন সুস্থ থাকুন : [637,1223,725,1235]
ad-text: পশ্চিম নন্দীপাড়ায় ৪ কাঠা জমির উপর ৫ তলা বাড়ি বিক্রয় হবে। রাস্তার পাশে, গ্যাস-পানি আছে। যোগাযোগ: ০১৭১১১৮৬০৮৩। [265,1404,437,1458]
classified-column-4 [637,569,819,2347]
ad-text: বসুন্ধরা ডি-ব্লকে লেক সংলগ্ন ৫.৫ কাঠার প্লট বিক্রয় হবে। যোগাযোগ: ০১৭১৩০৪৬৫০১। [450,171,622,211]
ad-reference: সি-৩৫৬১/১৯ [388,1597,437,1608]
misc-header: বিবিধ [637,544,819,565]
ad-text: যে কোন লোন, এলসি, ইমপোর্ট, বিনিয়োগ, ইনভেস্টমেন্ট, বিভিন্ন ধরনের ব্যাংক লোন দেওয়া হয়। যোগাযোগ: MT ০১৭৭৪১১৪০৬৩। [637,843,819,897]
classified-ad [265,170,437,269]
ad-heading: জরুরি নিয়োগ : [80,425,162,437]
classified-column-2b [265,1253,437,2347]
ad-text: জরুরিভিত্তিতে পুরাতন গাড়ি ক্রয়-বিক্রয় করা হয়। যোগাযোগ: ০১৮১৭০৪৯৯৬১৩। [450,750,622,789]
ad-heading: প্লট বিক্রয় : [450,566,500,577]
ad-text: উত্তরা রবীন্দ্র সরণিতে এভিনিউ সংলগ্ন বাণিজ্যিক ফ্লোর ভাড়া দেওয়া হবে। মাসিক ভাড়া আলোচনা সাপেক্ষে। যোগাযোগ: ০১৮১৯৬৬৬৬৩২। [265,1329,437,1382]
classified-ad [265,617,437,688]
ad-heading: জরুরি নিয়োগ : [80,679,163,690]
ad-text: আবাসিক উচ্চ বেতনে কোম্পানিতে পুরুষ/মহিলা নিয়োগ। এরিয়া ম্যানেজার (স্নাতক), ইনচার্জ সুপারভাইজার (এসএসসি) ৮-২০/৪ বসুন্ধরা। # ০১৭৪০৮৫৩৫১১। [80,425,252,493]
ad-reference: সি-৩৫২৯/১৯ [770,688,819,699]
ad-text: ধানমন্ডি মেডিকেল সেন্টারের জন্য একজন এমবিবিএস ডাক্তার ও ডিপ্লোমা মেশিন চালানোর অভিজ্ঞ অপারেটর আবশ্যক। সুযোগ সুবিধা আলোচনা সাপেক্ষে। যোগাযোগ: ০১৮১৯৮২৬৯০৮। [80,171,252,239]
classified-ad [450,2004,622,2060]
ad-reference: সি-৩৫১৩/১৯ [573,351,622,361]
